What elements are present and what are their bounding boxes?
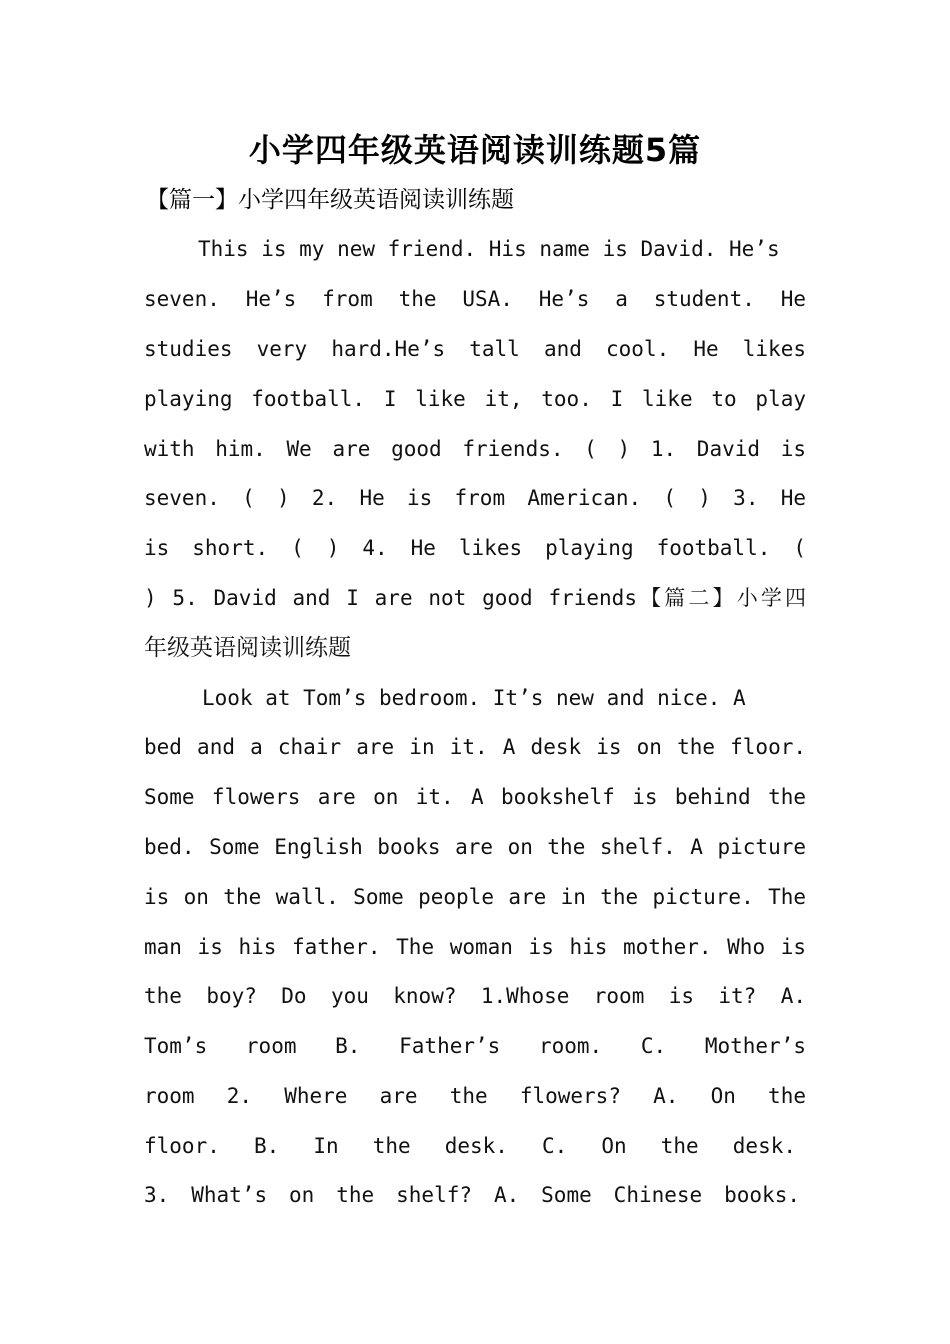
text-line-8: ) 5. David and I are not good friends【篇二】小学四 — [144, 586, 806, 610]
text-line-10: Look at Tom’s bedroom. It’s new and nice. A — [202, 686, 746, 710]
text-line-15: man is his father. The woman is his mother. Who is — [144, 935, 806, 959]
text-line-12: Some flowers are on it. A bookshelf is behind the — [144, 785, 806, 809]
text-line-6: seven. ( ) 2. He is from American. ( ) 3. He — [144, 486, 806, 510]
text-line-3: studies very hard.He’s tall and cool. He likes — [144, 337, 806, 361]
section-1-heading: 【篇一】小学四年级英语阅读训练题 — [146, 187, 514, 213]
text-line-2: seven. He’s from the USA. He’s a student. He — [144, 287, 806, 311]
text-line-4: playing football. I like it, too. I like to play — [144, 387, 806, 411]
text-line-1: This is my new friend. His name is David. He’s — [198, 237, 780, 261]
text-line-7: is short. ( ) 4. He likes playing football. ( — [144, 536, 806, 560]
text-line-17: Tom’s room B. Father’s room. C. Mother’s — [144, 1034, 806, 1058]
text-line-5: with him. We are good friends. ( ) 1. David is — [144, 437, 806, 461]
text-line-13: bed. Some English books are on the shelf. A picture — [144, 835, 806, 859]
text-line-20: 3. What’s on the shelf? A. Some Chinese books. — [144, 1183, 800, 1207]
text-line-19: floor. B. In the desk. C. On the desk. — [144, 1134, 796, 1158]
text-line-18: room 2. Where are the flowers? A. On the — [144, 1084, 806, 1108]
text-line-16: the boy? Do you know? 1.Whose room is it? A. — [144, 984, 806, 1008]
text-line-11: bed and a chair are in it. A desk is on the floor. — [144, 735, 806, 759]
document-title: 小学四年级英语阅读训练题5篇 — [248, 131, 702, 169]
section-2-heading-continued: 年级英语阅读训练题 — [144, 635, 351, 661]
text-line-14: is on the wall. Some people are in the picture. The — [144, 885, 806, 909]
